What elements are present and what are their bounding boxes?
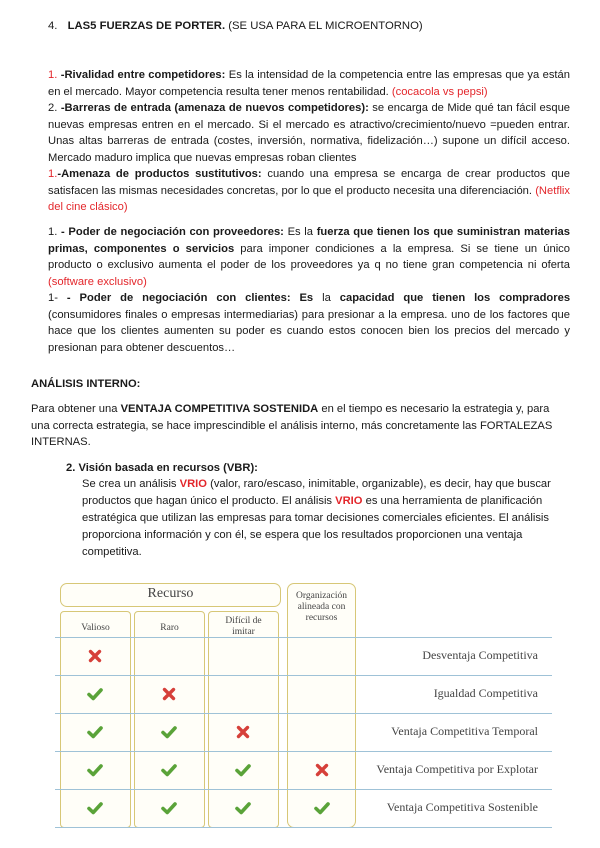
vrio-outcome: Ventaja Competitiva por Explotar <box>376 762 538 776</box>
vbr-heading-text: 2. Visión basada en recursos (VBR): <box>66 462 258 474</box>
column-header-organizacion-text: Organización alineada con recursos <box>296 591 347 623</box>
force-number: 1. <box>48 69 58 81</box>
vrio-term: VRIO <box>179 478 207 490</box>
force-title: - Poder de negociación con clientes: Es <box>66 292 314 304</box>
check-icon <box>87 686 103 702</box>
vrio-outcome: Igualdad Competitiva <box>433 686 538 700</box>
column-header-dificil-text: Difícil de imitar <box>225 616 262 637</box>
row-divider <box>55 713 552 714</box>
force-number: 2. <box>48 102 58 114</box>
intro-text: en el tiempo es necesario la estrategia y, para una correcta estrategia, se hace imprescindible el análisis interno, más concretamente las FORTALEZAS INTERNAS. <box>31 403 553 449</box>
force-title: -Amenaza de productos sustitutivos: <box>57 168 262 180</box>
porter-heading <box>48 18 568 35</box>
check-icon <box>161 800 177 816</box>
heading-note: (SE USA PARA EL MICROENTORNO) <box>228 20 423 32</box>
column-raro <box>134 611 205 828</box>
force-text: para imponer condiciones a la empresa. Si se tiene un único producto o exclusivo aumenta el poder de los proveedores ya q no tiene gran competencia ni oferta <box>48 242 570 272</box>
force-number: 1. <box>48 226 58 238</box>
cross-icon <box>235 724 251 740</box>
column-header-dificil <box>208 616 279 638</box>
force-rivalidad <box>48 67 570 100</box>
force-text: Es la intensidad de la competencia entre las empresas que ya están en el mercado. Mayor competencia resulta tener menos rentabilidad. <box>48 69 570 98</box>
check-icon <box>161 762 177 778</box>
check-icon <box>314 800 330 816</box>
force-title: -Rivalidad entre competidores: <box>60 69 226 81</box>
cross-icon <box>161 686 177 702</box>
force-barreras <box>48 100 570 166</box>
vrio-term: VRIO <box>335 495 363 507</box>
force-text: cuando una empresa se encarga de crear productos que satisfacen las mismas necesidades concretas, por lo que el producto necesita una diferenciación. <box>48 168 571 197</box>
analisis-heading-text: ANÁLISIS INTERNO: <box>31 378 141 390</box>
row-divider <box>55 637 552 638</box>
force-sustitutos <box>48 166 570 216</box>
vbr-text: (valor, raro/escaso, inimitable, organizable), es decir, hay que buscar productos que hagan único el producto. El análisis <box>82 478 551 507</box>
vbr-text: Se crea un análisis <box>82 478 177 490</box>
check-icon <box>87 800 103 816</box>
force-text: se encarga de Mide qué tan fácil esque nuevas empresas entren en el mercado. Si el mercado es atractivo/crecimiento/nuevo =pueden entrar. Unas altas barreras de entrada (costes, inversión, normativa, fidelización…) supone un difícil acceso. Mercado maduro implica que nuevas empresas roban clientes <box>48 102 571 164</box>
vbr-heading <box>66 460 258 477</box>
force-number: 1. <box>48 168 58 180</box>
force-title: -Barreras de entrada (amenaza de nuevos competidores): <box>60 102 369 114</box>
vrio-outcome: Ventaja Competitiva Temporal <box>391 724 538 738</box>
intro-text: Para obtener una <box>31 403 118 415</box>
intro-bold: VENTAJA COMPETITIVA SOSTENIDA <box>120 403 319 415</box>
force-example: (cocacola vs pepsi) <box>391 85 488 98</box>
force-text: Es la <box>287 226 314 238</box>
force-title: - Poder de negociación con proveedores: <box>61 226 284 238</box>
column-header-raro: Raro <box>160 623 179 633</box>
check-icon <box>235 762 251 778</box>
analisis-heading <box>31 376 140 393</box>
force-clientes <box>48 290 570 356</box>
recurso-label: Recurso <box>147 586 194 601</box>
row-divider <box>55 751 552 752</box>
cross-icon <box>314 762 330 778</box>
check-icon <box>87 762 103 778</box>
column-header-valioso: Valioso <box>81 623 110 633</box>
column-header-organizacion <box>287 591 356 624</box>
force-bold-text: capacidad que tienen los compradores <box>339 292 571 304</box>
heading-number: 4. <box>48 20 58 32</box>
force-example: (software exclusivo) <box>48 275 147 288</box>
force-text: (consumidores finales o empresas intermediarias) para presionar a la empresa. uno de los factores que hace que los clientes aumenten su poder es cuando estos conocen bien los precios del mercado y presionan para obtener descuentos… <box>48 308 570 354</box>
vbr-body <box>82 476 562 561</box>
column-dificil <box>208 611 279 828</box>
vbr-text: es una herramienta de planificación estratégica que utilizan las empresas para tomar decisiones comerciales eficientes. El análisis proporciona información y con él, se espera que los resultados proporcionen una ventaja competitiva. <box>82 495 549 558</box>
force-proveedores <box>48 224 570 290</box>
column-valioso <box>60 611 131 828</box>
vrio-outcome: Ventaja Competitiva Sostenible <box>386 800 538 814</box>
analisis-intro <box>31 401 571 451</box>
row-divider <box>55 675 552 676</box>
check-icon <box>161 724 177 740</box>
row-divider <box>55 827 552 828</box>
vrio-outcome: Desventaja Competitiva <box>422 648 538 662</box>
check-icon <box>235 800 251 816</box>
cross-icon <box>87 648 103 664</box>
force-text: la <box>322 292 331 304</box>
row-divider <box>55 789 552 790</box>
force-number: 1- <box>48 292 58 304</box>
force-example: (Netflix del cine clásico) <box>48 184 571 214</box>
heading-title: LAS5 FUERZAS DE PORTER. <box>67 20 226 32</box>
check-icon <box>87 724 103 740</box>
force-bold-text: fuerza que tienen los que suministran materias primas, componentes o servicios <box>48 226 570 255</box>
